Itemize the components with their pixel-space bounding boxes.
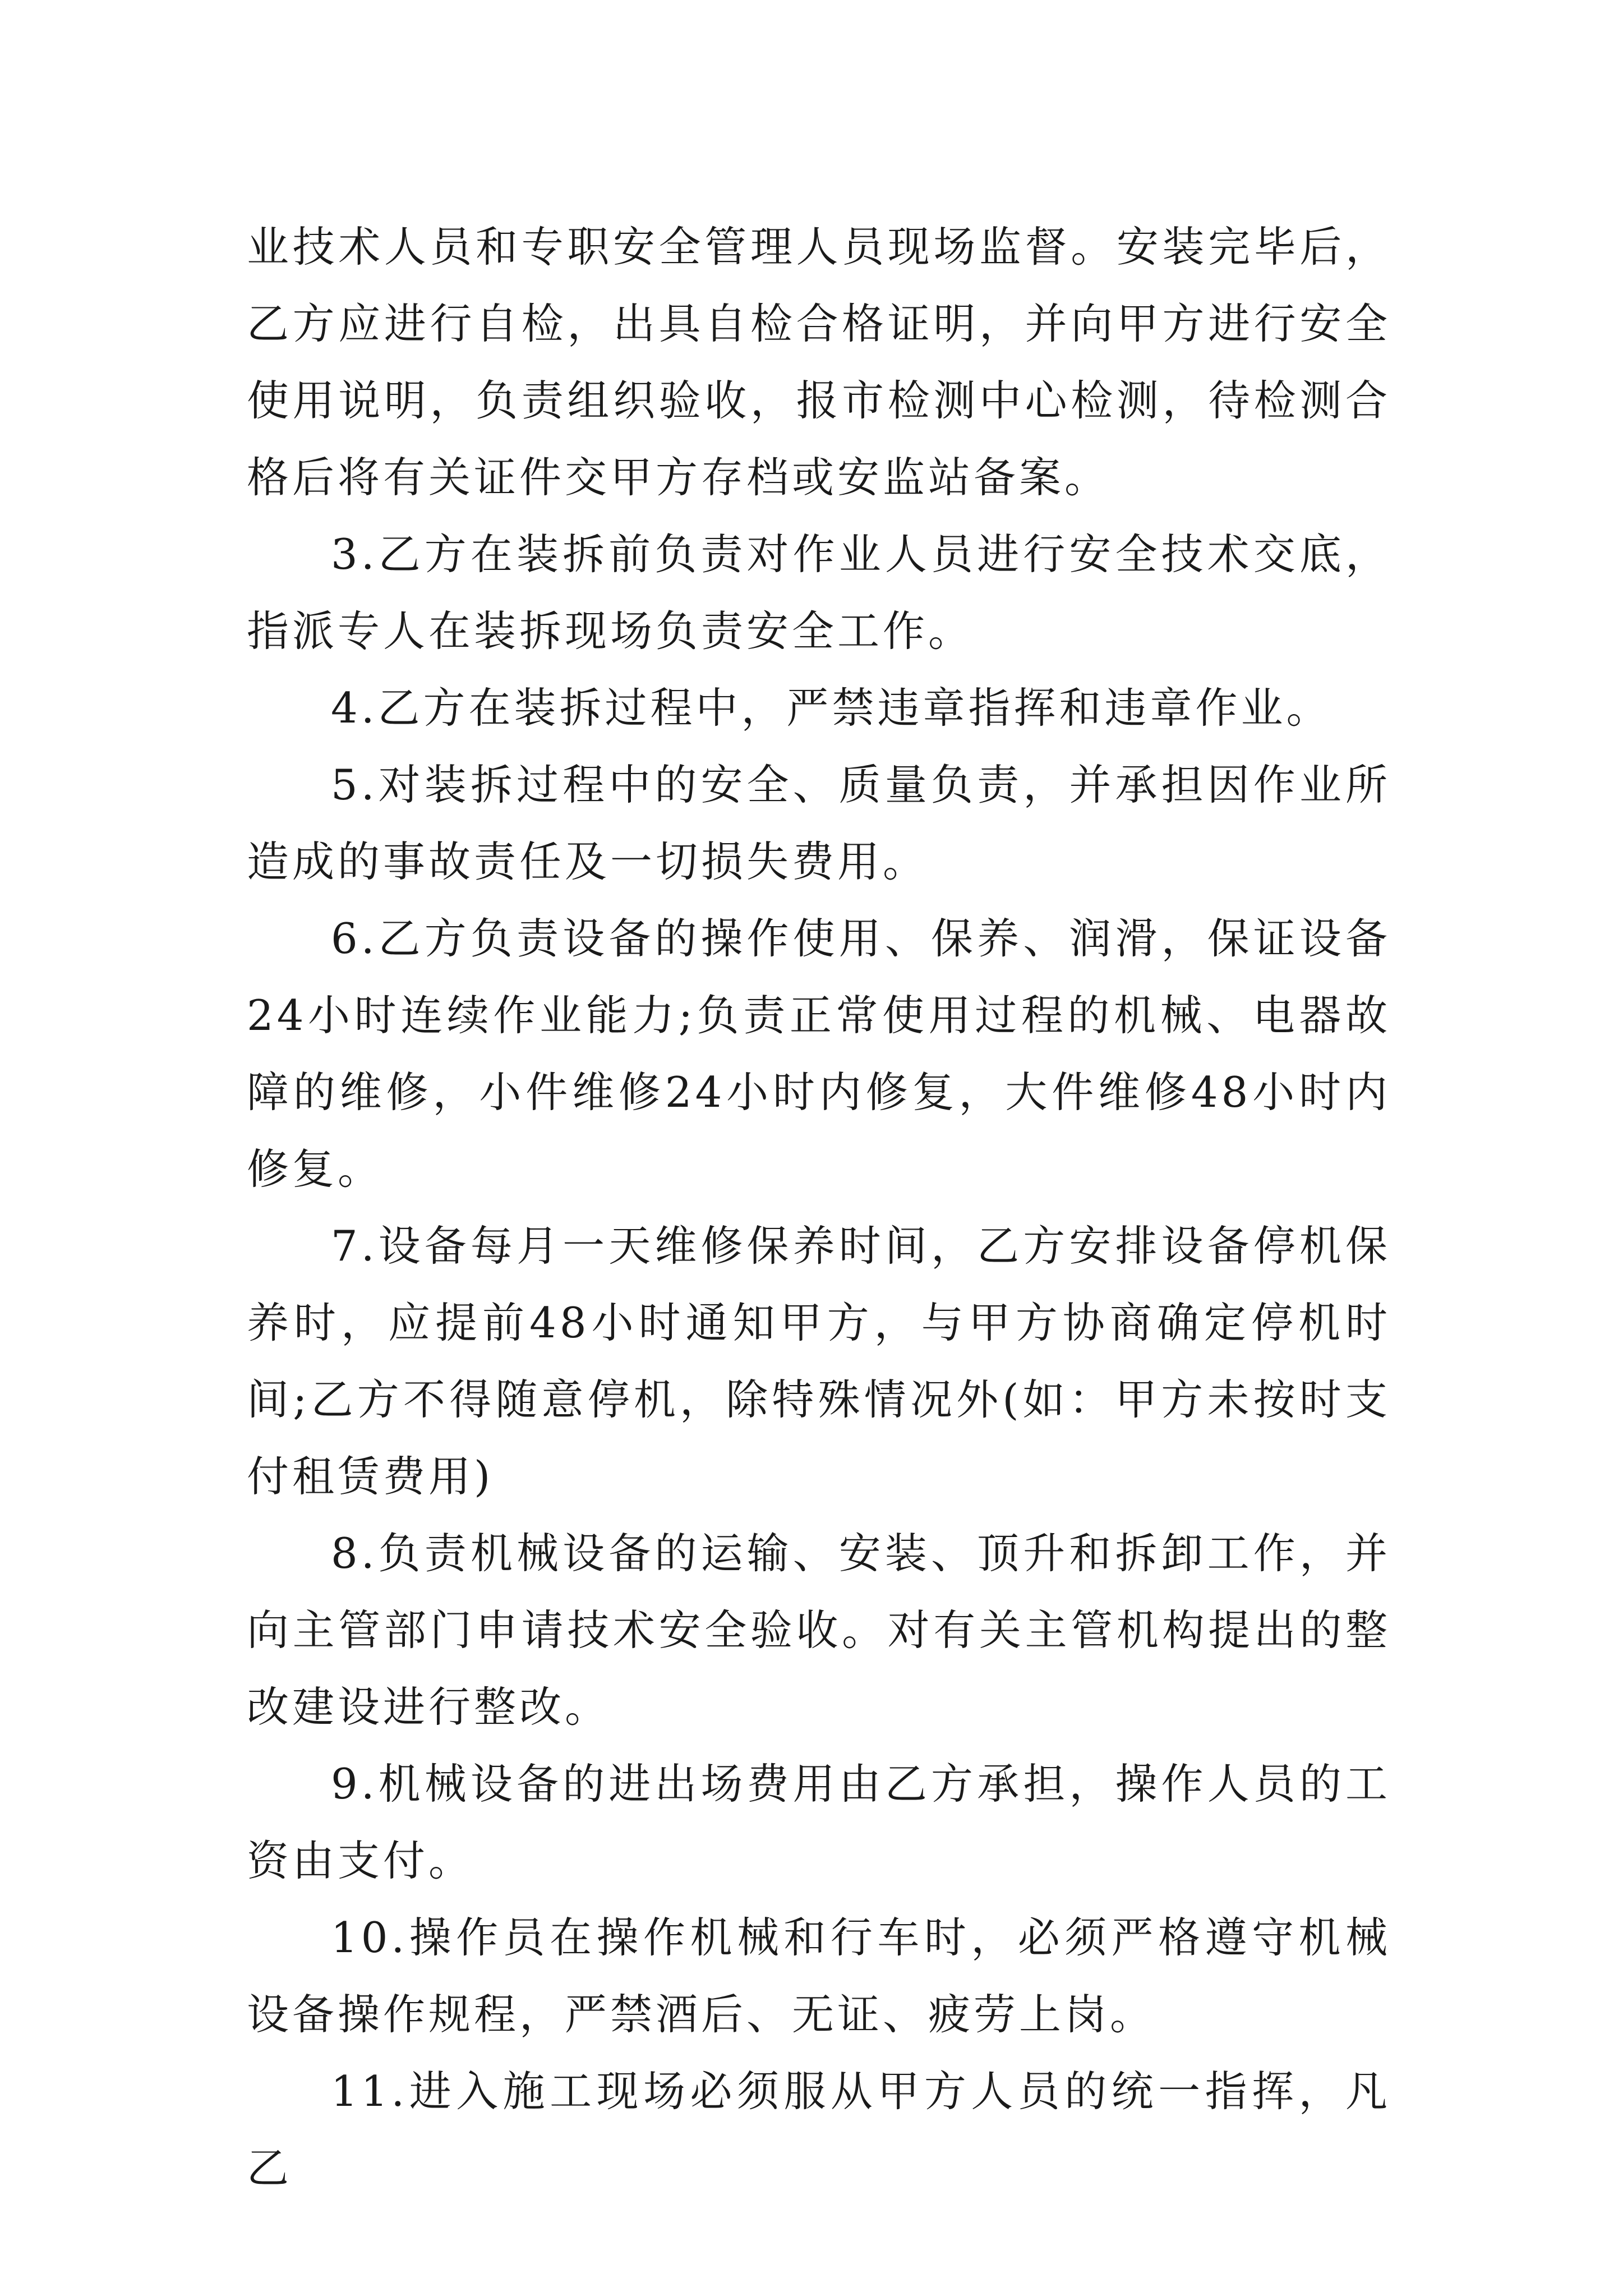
clause-6: 6.乙方负责设备的操作使用、保养、润滑，保证设备24小时连续作业能力;负责正常使用过程的机械、电器故障的维修，小件维修24小时内修复，大件维修48小时内修复。 [247, 914, 1391, 1194]
clause-7: 7.设备每月一天维修保养时间，乙方安排设备停机保养时，应提前48小时通知甲方，与甲方协商确定停机时间;乙方不得随意停机，除特殊情况外(如：甲方未按时支付租赁费用) [247, 1221, 1391, 1501]
clause-9: 9.机械设备的进出场费用由乙方承担，操作人员的工资由支付。 [247, 1759, 1391, 1885]
clause-3: 3.乙方在装拆前负责对作业人员进行安全技术交底，指派专人在装拆现场负责安全工作。 [247, 530, 1391, 656]
clause-10: 10.操作员在操作机械和行车时，必须严格遵守机械设备操作规程，严禁酒后、无证、疲劳上岗。 [247, 1913, 1391, 2039]
clause-8: 8.负责机械设备的运输、安装、顶升和拆卸工作，并向主管部门申请技术安全验收。对有关主管机构提出的整改建设进行整改。 [247, 1529, 1391, 1732]
clause-4: 4.乙方在装拆过程中，严禁违章指挥和违章作业。 [331, 683, 1332, 733]
document-body [247, 209, 1391, 2207]
clause-11: 11.进入施工现场必须服从甲方人员的统一指挥，凡乙 [247, 2067, 1391, 2193]
clause-5: 5.对装拆过程中的安全、质量负责，并承担因作业所造成的事故责任及一切损失费用。 [247, 760, 1391, 886]
paragraph-continuation: 业技术人员和专职安全管理人员现场监督。安装完毕后，乙方应进行自检，出具自检合格证明，并向甲方进行安全使用说明，负责组织验收，报市检测中心检测，待检测合格后将有关证件交甲方存档或安监站备案。 [247, 222, 1391, 502]
